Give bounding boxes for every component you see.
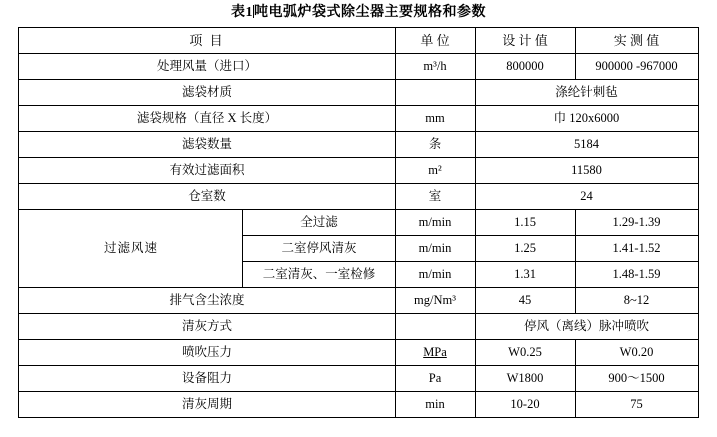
row-unit	[395, 80, 475, 106]
header-measured-value: 实 测 值	[575, 28, 698, 54]
row-measured-value: 8~12	[575, 288, 698, 314]
row-measured-value: 1.48-1.59	[575, 262, 698, 288]
specifications-table	[18, 27, 698, 418]
row-measured-value: 75	[575, 392, 698, 418]
table-row	[19, 210, 698, 236]
row-unit: m/min	[395, 210, 475, 236]
row-unit: Pa	[395, 366, 475, 392]
header-design-value: 设 计 值	[475, 28, 575, 54]
row-unit: m³/h	[395, 54, 475, 80]
row-design-value: 800000	[475, 54, 575, 80]
table-row	[19, 80, 698, 106]
row-label: 设备阻力	[19, 366, 395, 392]
row-design-value: 10-20	[475, 392, 575, 418]
page-title-rest: 吨电弧炉袋式除尘器主要规格和参数	[254, 5, 486, 20]
table-row	[19, 106, 698, 132]
row-unit: m/min	[395, 262, 475, 288]
row-unit	[395, 314, 475, 340]
table-row	[19, 54, 698, 80]
table-header-row	[19, 28, 698, 54]
row-sublabel: 二室停风清灰	[243, 236, 395, 262]
row-label: 喷吹压力	[19, 340, 395, 366]
row-label: 处理风量（进口）	[19, 54, 395, 80]
velocity-group-label: 过滤风速	[19, 210, 243, 288]
row-design-value: 1.15	[475, 210, 575, 236]
row-design-value: 1.31	[475, 262, 575, 288]
row-sublabel: 二室清灰、一室检修	[243, 262, 395, 288]
row-measured-value: 900～1500	[575, 366, 698, 392]
row-unit: 条	[395, 132, 475, 158]
row-unit: m/min	[395, 236, 475, 262]
row-label: 清灰方式	[19, 314, 395, 340]
table-row	[19, 132, 698, 158]
row-label: 滤袋材质	[19, 80, 395, 106]
page-title-prefix: 表1	[231, 5, 253, 20]
row-label: 滤袋数量	[19, 132, 395, 158]
table-row	[19, 314, 698, 340]
table-row	[19, 392, 698, 418]
row-unit: MPa	[395, 340, 475, 366]
table-row	[19, 184, 698, 210]
header-item: 项 目	[19, 28, 395, 54]
row-unit: mg/Nm³	[395, 288, 475, 314]
row-merged-value: 涤纶针刺毡	[475, 80, 698, 106]
row-merged-value: 停风（离线）脉冲喷吹	[475, 314, 698, 340]
row-label: 排气含尘浓度	[19, 288, 395, 314]
table-row	[19, 340, 698, 366]
row-design-value: 45	[475, 288, 575, 314]
row-label: 滤袋规格（直径 X 长度）	[19, 106, 395, 132]
page-title	[0, 0, 717, 27]
header-unit: 单 位	[395, 28, 475, 54]
row-sublabel: 全过滤	[243, 210, 395, 236]
table-row	[19, 366, 698, 392]
row-unit: mm	[395, 106, 475, 132]
row-measured-value: 1.41-1.52	[575, 236, 698, 262]
row-unit: m²	[395, 158, 475, 184]
table-row	[19, 158, 698, 184]
row-design-value: W0.25	[475, 340, 575, 366]
table-row	[19, 288, 698, 314]
row-unit: min	[395, 392, 475, 418]
row-design-value: 1.25	[475, 236, 575, 262]
row-design-value: W1800	[475, 366, 575, 392]
row-unit: 室	[395, 184, 475, 210]
row-label: 清灰周期	[19, 392, 395, 418]
row-measured-value: 1.29-1.39	[575, 210, 698, 236]
row-merged-value: 巾 120x6000	[475, 106, 698, 132]
row-label: 有效过滤面积	[19, 158, 395, 184]
row-merged-value: 11580	[475, 158, 698, 184]
row-merged-value: 5184	[475, 132, 698, 158]
row-measured-value: W0.20	[575, 340, 698, 366]
row-merged-value: 24	[475, 184, 698, 210]
row-label: 仓室数	[19, 184, 395, 210]
row-measured-value: 900000 -967000	[575, 54, 698, 80]
